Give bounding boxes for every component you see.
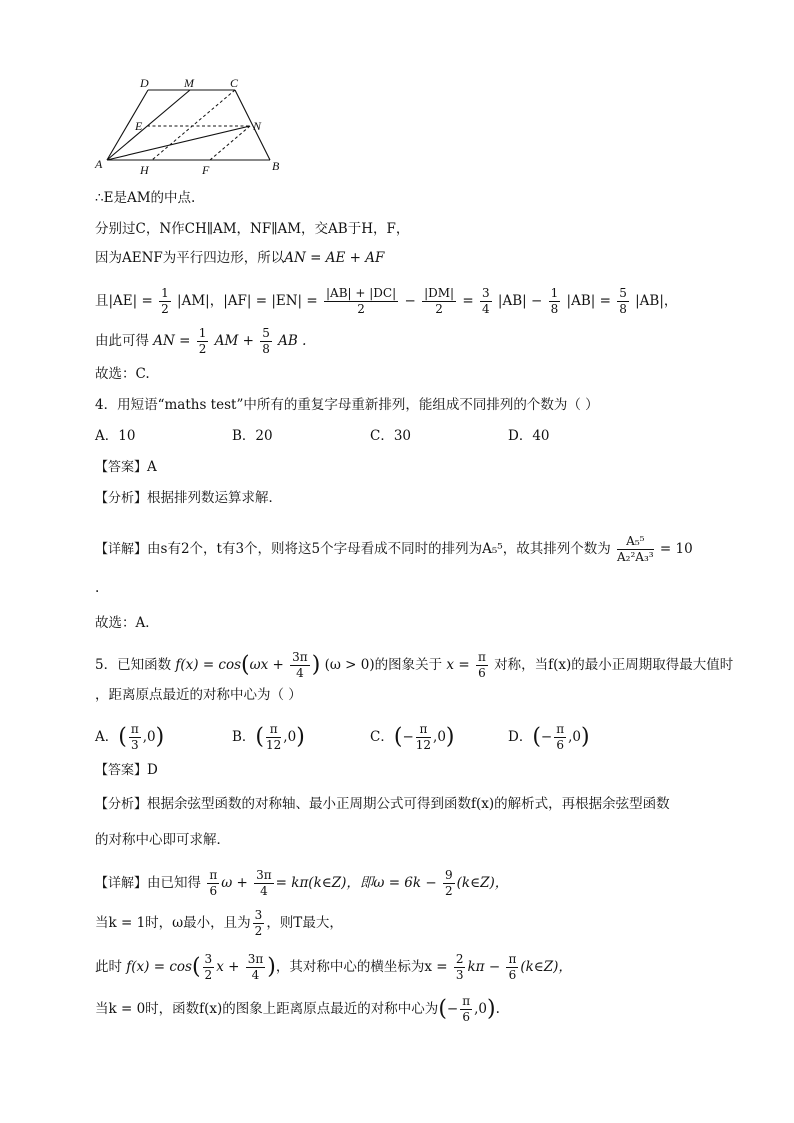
- frac-dm: $\frac{|DM|}{2}$: [424, 286, 455, 316]
- q4-dot: .: [95, 580, 100, 596]
- label-c: C: [230, 76, 239, 90]
- q5-s-b: f(x) = cos: [175, 657, 242, 673]
- q4-option-a: A．10: [95, 428, 136, 444]
- segment-an: [107, 126, 250, 160]
- analysis-text: 根据余弦型函数的对称轴、最小正周期公式可得到函数f(x)的解析式，再根据余弦型函数: [147, 796, 670, 812]
- q5-detail-3: 此时 f(x) = cos( $\frac{3}{2}$ x + $\frac{3\pi}{4}$ )，其对称中心的横坐标为x = $\frac{2}{3}$ kπ − $\frac{\pi}{6}$ (k∈Z)，: [95, 952, 572, 982]
- detail-eq: = 10: [659, 541, 693, 557]
- q5-option-d: D．(− $\frac{\pi}{6}$ ,0): [508, 722, 590, 752]
- p3-l4-eq: =: [462, 293, 474, 309]
- label-e: E: [135, 119, 143, 133]
- p3-l5-d: AB .: [278, 333, 307, 349]
- p3-line-1: ∴E是AM的中点.: [95, 190, 196, 206]
- q5-answer: [95, 760, 158, 781]
- frac-3pi-4: $\frac{3\pi}{4}$: [292, 650, 308, 680]
- analysis-tag: 【分析】: [95, 797, 148, 812]
- p3-l5-c: AM +: [214, 333, 254, 349]
- q5-analysis-2: 的对称中心即可求解．: [95, 832, 230, 848]
- p3-l4-h: |AB| =: [566, 293, 611, 309]
- q4-choose: 故选：A．: [95, 615, 159, 631]
- q4-analysis: [95, 488, 282, 509]
- frac-half: $\frac{1}{2}$: [161, 286, 169, 316]
- label-h: H: [140, 163, 149, 177]
- detail-tag: 【详解】: [95, 876, 148, 891]
- analysis-text: 根据排列数运算求解．: [147, 490, 283, 506]
- frac-perm: $\frac{\text{A₅⁵}}{\text{A₂²A₃³}}$: [617, 534, 654, 564]
- q5-s-a: 5．已知函数: [95, 657, 172, 673]
- p3-line-5: [95, 326, 306, 357]
- q5-detail-4: 当k = 0时，函数f(x)的图象上距离原点最近的对称中心为(− $\frac{\pi}{6}$ ,0).: [95, 994, 500, 1024]
- label-m: M: [184, 76, 194, 90]
- p3-line-3: [95, 248, 384, 268]
- q4-answer: [95, 457, 157, 478]
- analysis-tag: 【分析】: [95, 491, 148, 506]
- segment-ch: [152, 90, 235, 160]
- p3-l4-i: |AB|，: [635, 293, 678, 309]
- q5-option-c: C．(− $\frac{\pi}{12}$ ,0): [370, 722, 455, 752]
- answer-value: D: [147, 762, 158, 778]
- p3-vector-eq: AN = AE + AF: [284, 250, 385, 266]
- frac-half-2: $\frac{1}{2}$: [198, 326, 207, 356]
- q5-s-c: ωx +: [249, 657, 284, 673]
- p3-line-4: [95, 286, 677, 317]
- label-d: D: [140, 76, 149, 90]
- p3-line-3-text: 因为AENF为平行四边形，所以: [95, 250, 285, 266]
- q5-s-g: x =: [446, 657, 470, 673]
- q4-option-b: B．20: [232, 428, 273, 444]
- answer-tag: 【答案】: [95, 460, 148, 475]
- q4-option-d: D．40: [508, 428, 550, 444]
- trapezoid-figure: [90, 74, 300, 178]
- q5-detail-2: 当k = 1时，ω最小，且为 $\frac{3}{2}$ ，则T最大，: [95, 908, 343, 938]
- q5-analysis-1: [95, 794, 670, 815]
- frac-1-8: $\frac{1}{8}$: [550, 286, 559, 316]
- frac-ab-dc: $\frac{|AB| + |DC|}{2}$: [326, 286, 397, 316]
- q5-option-b: B．( $\frac{\pi}{12}$ ,0): [232, 722, 305, 752]
- frac-5-8-2: $\frac{5}{8}$: [262, 326, 270, 356]
- p3-line-2: 分别过C，N作CH∥AM，NF∥AM，交AB于H，F，: [95, 221, 410, 237]
- label-n: N: [253, 119, 262, 133]
- label-a: A: [95, 157, 103, 171]
- frac-5-8: $\frac{5}{8}$: [619, 286, 627, 316]
- answer-value: A: [147, 459, 157, 475]
- frac-3-4: $\frac{3}{4}$: [481, 286, 490, 316]
- q5-detail-1: 【详解】由已知得 $\frac{\pi}{6}$ ω + $\frac{3\pi}{4}$ = kπ(k∈Z)，即ω = 6k − $\frac{9}{2}$ (k∈Z)，: [95, 868, 509, 898]
- detail-text: 由s有2个，t有3个，则将这5个字母看成不同时的排列为A₅⁵，故其排列个数为: [147, 541, 611, 557]
- q5-s-j: 对称，当f(x)的最小正周期取得最大值时: [494, 657, 734, 673]
- p3-l5-b: AN =: [153, 333, 191, 349]
- frac-pi-6: $\frac{\pi}{6}$: [477, 650, 486, 680]
- segment-am: [107, 90, 190, 160]
- q4-stem: 4．用短语“maths test”中所有的重复字母重新排列，能组成不同排列的个数为（ ）: [95, 397, 599, 413]
- p3-l4-minus: −: [404, 293, 416, 309]
- p3-l5-a: 由此可得: [95, 333, 149, 349]
- p3-line-6: 故选：C.: [95, 366, 150, 382]
- q5-s-f: (ω > 0)的图象关于: [324, 657, 443, 673]
- label-f: F: [202, 163, 210, 177]
- q5-option-a: A．( $\frac{\pi}{3}$ ,0): [95, 722, 165, 752]
- p3-l4-b: |AM|，|AF| = |EN| =: [177, 293, 318, 309]
- p3-l4-g: |AB| −: [497, 293, 543, 309]
- label-b: B: [272, 159, 280, 173]
- q4-detail: [95, 534, 693, 565]
- answer-tag: 【答案】: [95, 763, 148, 778]
- p3-l4-a: 且|AE| =: [95, 293, 153, 309]
- q5-stem-line-2: ，距离原点最近的对称中心为（ ）: [95, 687, 302, 703]
- q5-stem-line-1: 5．已知函数 f(x) = cos(ωx + $\frac{3\pi}{4}$ ) (ω > 0)的图象关于 x = $\frac{\pi}{6}$ 对称，当f(x)的最小正周期取得最大值时: [95, 650, 734, 680]
- detail-tag: 【详解】: [95, 542, 148, 557]
- q4-option-c: C．30: [370, 428, 412, 444]
